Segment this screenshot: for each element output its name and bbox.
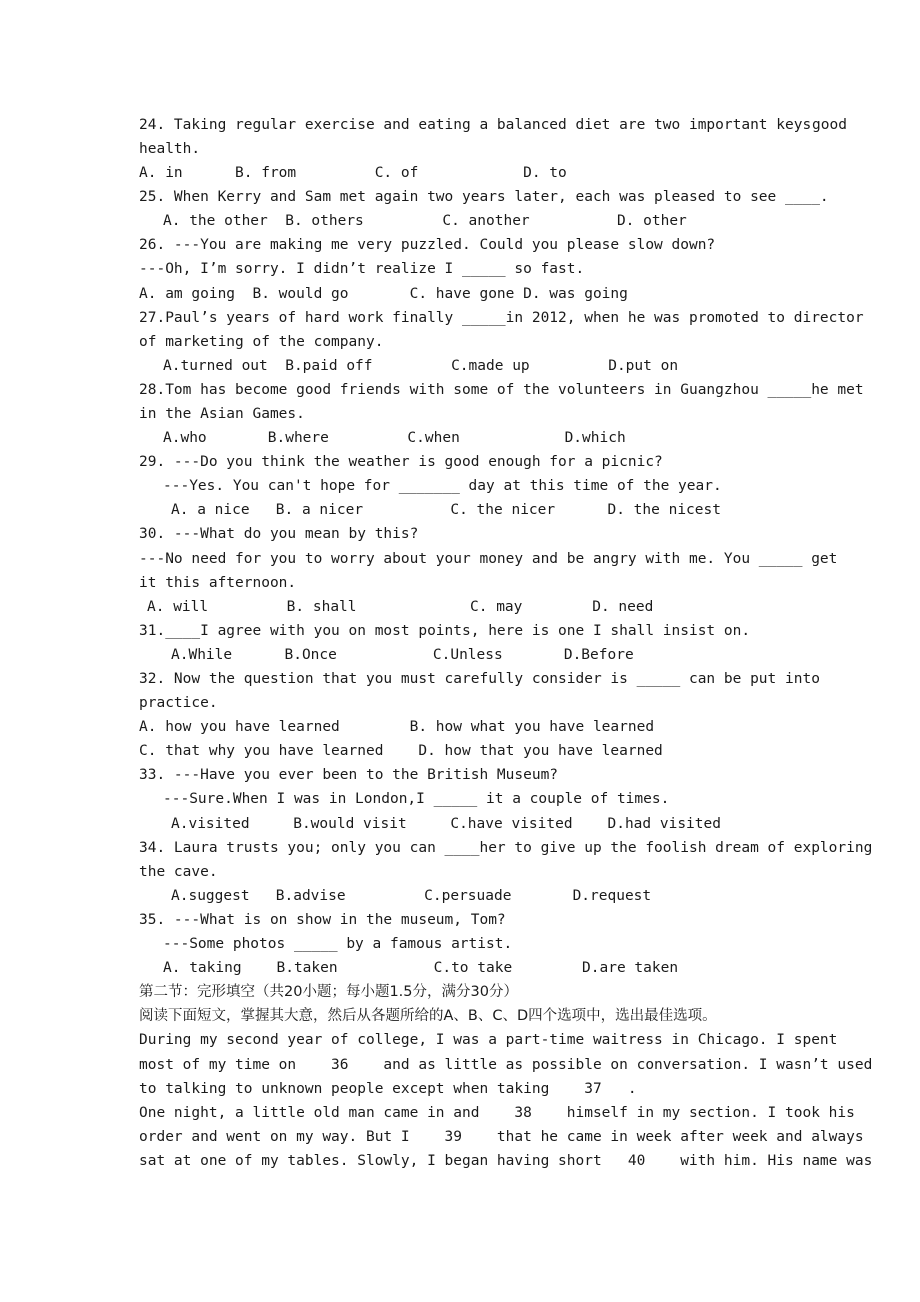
- question-26-stem: 26. ---You are making me very puzzled. Could you please slow down?: [139, 237, 716, 253]
- question-29-stem: 29. ---Do you think the weather is good enough for a picnic?: [139, 454, 663, 470]
- question-35-stem: 35. ---What is on show in the museum, Tom?: [139, 912, 506, 928]
- question-35-dialogue: ---Some photos _____ by a famous artist.: [163, 936, 513, 952]
- passage-line: sat at one of my tables. Slowly, I began having short 40 with him. His name was: [139, 1153, 873, 1169]
- question-26-options: A. am going B. would go C. have gone D. was going: [139, 286, 628, 302]
- question-29-dialogue: ---Yes. You can't hope for _______ day at this time of the year.: [163, 478, 722, 494]
- question-32-options-ab: A. how you have learned B. how what you have learned: [139, 719, 655, 735]
- passage-line: order and went on my way. But I 39 that he came in week after week and always: [139, 1129, 864, 1145]
- question-26-dialogue: ---Oh, I’m sorry. I didn’t realize I _____ so fast.: [139, 261, 585, 277]
- question-24-stem-cont: health.: [139, 141, 201, 157]
- question-32-stem: 32. Now the question that you must carefully consider is _____ can be put into: [139, 671, 820, 687]
- question-28-stem-cont: in the Asian Games.: [139, 406, 305, 422]
- question-24-options: A. in B. from C. of D. to: [139, 165, 567, 181]
- passage-line: to talking to unknown people except when taking 37 .: [139, 1081, 637, 1097]
- passage-line: most of my time on 36 and as little as possible on conversation. I wasn’t used: [139, 1057, 873, 1073]
- question-31-options: A.While B.Once C.Unless D.Before: [171, 647, 634, 663]
- passage-line: During my second year of college, I was a part-time waitress in Chicago. I spent: [139, 1032, 838, 1048]
- question-31-stem: 31.____I agree with you on most points, here is one I shall insist on.: [139, 623, 751, 639]
- question-27-stem-cont: of marketing of the company.: [139, 334, 384, 350]
- question-35-options: A. taking B.taken C.to take D.are taken: [163, 960, 679, 976]
- section-2-heading: 第二节：完形填空（共20小题；每小题1.5分，满分30分）: [139, 984, 518, 1000]
- question-34-options: A.suggest B.advise C.persuade D.request: [171, 888, 652, 904]
- question-30-options: A. will B. shall C. may D. need: [147, 599, 654, 615]
- question-25-stem: 25. When Kerry and Sam met again two years later, each was pleased to see ____.: [139, 189, 829, 205]
- question-34-stem-cont: the cave.: [139, 864, 218, 880]
- passage-line: One night, a little old man came in and 38 himself in my section. I took his: [139, 1105, 855, 1121]
- question-28-options: A.who B.where C.when D.which: [163, 430, 626, 446]
- question-33-dialogue: ---Sure.When I was in London,I _____ it a couple of times.: [163, 791, 670, 807]
- question-24-trailing-word: good: [812, 117, 847, 133]
- question-25-options: A. the other B. others C. another D. other: [163, 213, 687, 229]
- question-33-options: A.visited B.would visit C.have visited D.had visited: [171, 816, 721, 832]
- question-29-options: A. a nice B. a nicer C. the nicer D. the nicest: [171, 502, 721, 518]
- question-27-stem: 27.Paul’s years of hard work finally _____in 2012, when he was promoted to director: [139, 310, 864, 326]
- question-32-options-cd: C. that why you have learned D. how that you have learned: [139, 743, 663, 759]
- question-34-stem: 34. Laura trusts you; only you can ____her to give up the foolish dream of exploring: [139, 840, 873, 856]
- question-30-dialogue-cont: it this afternoon.: [139, 575, 297, 591]
- question-28-stem: 28.Tom has become good friends with some of the volunteers in Guangzhou _____he met: [139, 382, 864, 398]
- question-27-options: A.turned out B.paid off C.made up D.put on: [163, 358, 679, 374]
- question-33-stem: 33. ---Have you ever been to the British Museum?: [139, 767, 559, 783]
- question-30-dialogue: ---No need for you to worry about your money and be angry with me. You _____ get: [139, 551, 838, 567]
- section-2-instructions: 阅读下面短文，掌握其大意，然后从各题所给的A、B、C、D四个选项中，选出最佳选项。: [139, 1008, 717, 1024]
- question-32-stem-cont: practice.: [139, 695, 218, 711]
- question-30-stem: 30. ---What do you mean by this?: [139, 526, 419, 542]
- question-24-stem: 24. Taking regular exercise and eating a balanced diet are two important keys: [139, 117, 812, 133]
